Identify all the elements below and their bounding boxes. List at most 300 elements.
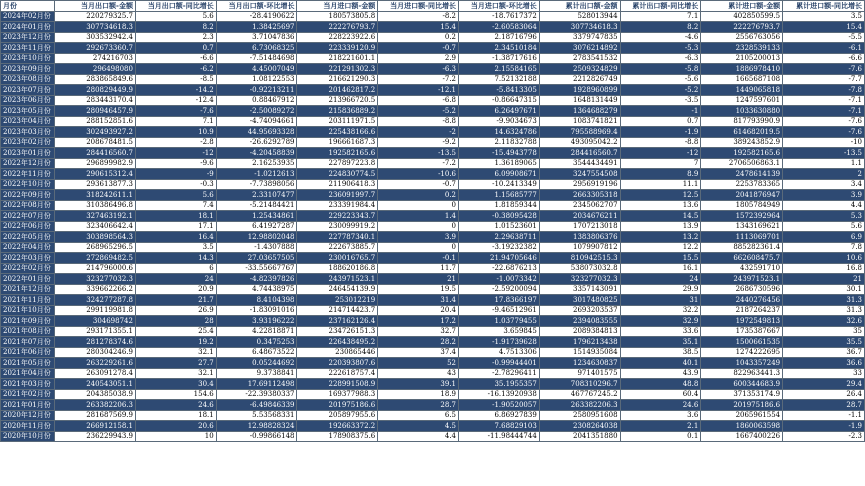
value-cell: 31.4 [378, 295, 459, 306]
value-cell: -0.92213211 [216, 85, 297, 96]
table-row [1, 389, 865, 400]
value-cell: 28.7 [378, 400, 459, 411]
value-cell: 1.25434861 [216, 211, 297, 222]
column-header: 当月出口额-环比增长 [216, 1, 297, 12]
value-cell: 6.48673522 [216, 347, 297, 358]
value-cell: 203111971.5 [297, 116, 378, 127]
value-cell: 263382206.3 [55, 400, 136, 411]
value-cell: 6.5 [378, 410, 459, 421]
value-cell: -1.9 [783, 421, 865, 432]
value-cell: 36.7 [783, 347, 865, 358]
value-cell: 272869482.5 [55, 253, 136, 264]
table-body [1, 11, 865, 442]
month-cell: 2022年07月份 [1, 211, 55, 222]
value-cell: 2706506863.1 [701, 158, 783, 169]
value-cell: 44.95693328 [216, 127, 297, 138]
table-row [1, 284, 865, 295]
value-cell: 14.5 [620, 211, 701, 222]
value-cell: -3.19232382 [459, 242, 540, 253]
value-cell: 225438166.6 [297, 127, 378, 138]
value-cell: 2187264237 [701, 305, 783, 316]
value-cell: 1928960899 [539, 85, 620, 96]
value-cell: 32.1 [135, 347, 216, 358]
value-cell: 4.4 [783, 200, 865, 211]
value-cell: 6.86927839 [459, 410, 540, 421]
value-cell: -6.2 [135, 64, 216, 75]
value-cell: 40.1 [620, 358, 701, 369]
value-cell: 2478614139 [701, 169, 783, 180]
value-cell: 253012219 [297, 295, 378, 306]
table-row [1, 326, 865, 337]
value-cell: 226438495.2 [297, 337, 378, 348]
value-cell: 6.73068325 [216, 43, 297, 54]
value-cell: 11.7 [378, 263, 459, 274]
value-cell: 10 [135, 431, 216, 442]
value-cell: 0 [378, 221, 459, 232]
column-header: 当月进口额-金额 [297, 1, 378, 12]
value-cell: 2956919196 [539, 179, 620, 190]
value-cell: -12 [620, 148, 701, 159]
value-cell: 3379747835 [539, 32, 620, 43]
value-cell: 389243852.9 [701, 137, 783, 148]
value-cell: -12.4 [135, 95, 216, 106]
value-cell: 284416560.7 [539, 148, 620, 159]
table-row [1, 221, 865, 232]
value-cell: 216621290.3 [297, 74, 378, 85]
value-cell: -0.99866148 [216, 431, 297, 442]
month-cell: 2023年10月份 [1, 53, 55, 64]
value-cell: 24 [135, 274, 216, 285]
value-cell: 1083741821 [539, 116, 620, 127]
month-cell: 2022年02月份 [1, 263, 55, 274]
month-cell: 2021年03月份 [1, 379, 55, 390]
value-cell: -2.3 [783, 431, 865, 442]
value-cell: 6.9 [783, 232, 865, 243]
value-cell: 2693203537 [539, 305, 620, 316]
value-cell: 208678481.5 [55, 137, 136, 148]
month-cell: 2021年08月份 [1, 326, 55, 337]
value-cell: 220393807.6 [297, 358, 378, 369]
value-cell: 4.4 [378, 431, 459, 442]
value-cell: 21.94705646 [459, 253, 540, 264]
value-cell: -9.9034673 [459, 116, 540, 127]
value-cell: 402850599.5 [701, 11, 783, 22]
value-cell: 662608475.7 [701, 253, 783, 264]
value-cell: 18.1 [135, 410, 216, 421]
value-cell: -11.98444744 [459, 431, 540, 442]
value-cell: 2440276456 [701, 295, 783, 306]
value-cell: -16.13920938 [459, 389, 540, 400]
value-cell: 28 [135, 316, 216, 327]
value-cell: -10.6 [378, 169, 459, 180]
value-cell: 12.5 [620, 190, 701, 201]
value-cell: -7.1 [783, 106, 865, 117]
value-cell: 14.6324786 [459, 127, 540, 138]
value-cell: 222276793.7 [297, 22, 378, 33]
value-cell: 3.93196222 [216, 316, 297, 327]
value-cell: 230099919.2 [297, 221, 378, 232]
table-row [1, 274, 865, 285]
value-cell: 3.6 [620, 410, 701, 421]
value-cell: 1449065818 [701, 85, 783, 96]
value-cell: 302493927.2 [55, 127, 136, 138]
value-cell: 3247554508 [539, 169, 620, 180]
table-row [1, 148, 865, 159]
value-cell: 1886978410 [701, 64, 783, 75]
value-cell: -1.83091016 [216, 305, 297, 316]
value-cell: -5.2 [620, 85, 701, 96]
month-cell: 2024年02月份 [1, 11, 55, 22]
value-cell: -8.8 [378, 116, 459, 127]
value-cell: -10 [783, 137, 865, 148]
value-cell: -7.6 [135, 106, 216, 117]
value-cell: -1.0212613 [216, 169, 297, 180]
month-cell: 2023年07月份 [1, 85, 55, 96]
value-cell: 222618757.4 [297, 368, 378, 379]
value-cell: 1113069701 [701, 232, 783, 243]
value-cell: 27.7 [135, 358, 216, 369]
value-cell: 817793990.9 [701, 116, 783, 127]
value-cell: -5.8413305 [459, 85, 540, 96]
value-cell: -9.2 [378, 137, 459, 148]
value-cell: 307734618.3 [55, 22, 136, 33]
month-cell: 2022年03月份 [1, 253, 55, 264]
value-cell: 3.9 [378, 232, 459, 243]
value-cell: -13.5 [783, 148, 865, 159]
value-cell: -7.6 [783, 127, 865, 138]
value-cell: 4.22818871 [216, 326, 297, 337]
value-cell: -7.6 [783, 64, 865, 75]
table-row [1, 400, 865, 411]
value-cell: 8.4104398 [216, 295, 297, 306]
value-cell: 1805784949 [701, 200, 783, 211]
value-cell: 20.9 [135, 284, 216, 295]
value-cell: 234726151.3 [297, 326, 378, 337]
table-row [1, 95, 865, 106]
value-cell: 307734618.3 [539, 22, 620, 33]
value-cell: 293613877.3 [55, 179, 136, 190]
table-row [1, 74, 865, 85]
table-row [1, 158, 865, 169]
value-cell: 7.1 [620, 11, 701, 22]
month-cell: 2022年04月份 [1, 242, 55, 253]
table-row [1, 211, 865, 222]
value-cell: 21 [783, 274, 865, 285]
value-cell: 323277032.3 [539, 274, 620, 285]
value-cell: -7.51484698 [216, 53, 297, 64]
table-row [1, 242, 865, 253]
value-cell: 822963441.3 [701, 368, 783, 379]
column-header: 累计出口额-金额 [539, 1, 620, 12]
value-cell: 2041351880 [539, 431, 620, 442]
value-cell: 795588969.4 [539, 127, 620, 138]
column-header: 累计出口额-同比增长 [620, 1, 701, 12]
value-cell: 19.2 [135, 337, 216, 348]
value-cell: 31.3 [783, 305, 865, 316]
value-cell: -4.74094661 [216, 116, 297, 127]
table-row [1, 190, 865, 201]
value-cell: 32.1 [135, 368, 216, 379]
value-cell: 7.1 [135, 116, 216, 127]
value-cell: -6.6 [135, 53, 216, 64]
value-cell: 215836889.2 [297, 106, 378, 117]
table-row [1, 43, 865, 54]
value-cell: 304698742 [55, 316, 136, 327]
value-cell: 1572392964 [701, 211, 783, 222]
value-cell: 0.7 [620, 116, 701, 127]
month-cell: 2023年09月份 [1, 64, 55, 75]
value-cell: 243971523.1 [701, 274, 783, 285]
value-cell: 8.2 [135, 22, 216, 33]
value-cell: 0 [378, 200, 459, 211]
value-cell: 2.3 [135, 32, 216, 43]
value-cell: 283865849.6 [55, 74, 136, 85]
value-cell: 283443170.4 [55, 95, 136, 106]
value-cell: 323277032.3 [55, 274, 136, 285]
value-cell: 1972549813 [701, 316, 783, 327]
value-cell: 8.9 [620, 169, 701, 180]
value-cell: 371353174.9 [701, 389, 783, 400]
column-header: 当月进口额-环比增长 [459, 1, 540, 12]
value-cell: 3.9 [783, 190, 865, 201]
value-cell: 243971523.1 [297, 274, 378, 285]
value-cell: -4.20458839 [216, 148, 297, 159]
value-cell: 20.6 [135, 421, 216, 432]
value-cell: 0.1 [620, 431, 701, 442]
value-cell: 13.6 [620, 200, 701, 211]
value-cell: 3357143091 [539, 284, 620, 295]
value-cell: -2.59200094 [459, 284, 540, 295]
value-cell: 169377988.3 [297, 389, 378, 400]
value-cell: 268965296.5 [55, 242, 136, 253]
value-cell: 1.03779455 [459, 316, 540, 327]
value-cell: -0.7 [378, 179, 459, 190]
value-cell: -0.7 [378, 43, 459, 54]
month-cell: 2020年11月份 [1, 421, 55, 432]
value-cell: -9 [135, 169, 216, 180]
month-cell: 2023年04月份 [1, 116, 55, 127]
value-cell: 201975186.6 [701, 400, 783, 411]
value-cell: 432591710 [701, 263, 783, 274]
value-cell: 2556763056 [701, 32, 783, 43]
value-cell: 13.2 [620, 232, 701, 243]
value-cell: 288152851.6 [55, 116, 136, 127]
value-cell: 43.9 [620, 368, 701, 379]
value-cell: 1.4 [378, 211, 459, 222]
value-cell: 17.8366197 [459, 295, 540, 306]
value-cell: -1.9 [620, 127, 701, 138]
value-cell: 12.98828324 [216, 421, 297, 432]
value-cell: -0.99944401 [459, 358, 540, 369]
table-row [1, 200, 865, 211]
value-cell: -5.3 [620, 43, 701, 54]
value-cell: 3544434491 [539, 158, 620, 169]
value-cell: -7.73898056 [216, 179, 297, 190]
value-cell: 538073032.8 [539, 263, 620, 274]
value-cell: -6.6 [783, 53, 865, 64]
value-cell: 493095042.2 [539, 137, 620, 148]
value-cell: 16.8 [783, 263, 865, 274]
value-cell: 7.68829103 [459, 421, 540, 432]
value-cell: 35 [783, 326, 865, 337]
value-cell: 1274222695 [701, 347, 783, 358]
value-cell: 27.03657505 [216, 253, 297, 264]
value-cell: -15.4943778 [459, 148, 540, 159]
value-cell: -33.55667767 [216, 263, 297, 274]
value-cell: 16.1 [620, 263, 701, 274]
value-cell: 37.4 [378, 347, 459, 358]
value-cell: 228991508.9 [297, 379, 378, 390]
month-cell: 2023年12月份 [1, 32, 55, 43]
value-cell: -7.1 [783, 95, 865, 106]
value-cell: 263382206.3 [539, 400, 620, 411]
value-cell: -6.1 [783, 43, 865, 54]
value-cell: 188620186.8 [297, 263, 378, 274]
value-cell: -1.90520057 [459, 400, 540, 411]
value-cell: 1.15685777 [459, 190, 540, 201]
month-cell: 2021年07月份 [1, 337, 55, 348]
month-cell: 2021年09月份 [1, 316, 55, 327]
value-cell: 2.9 [378, 53, 459, 64]
month-cell: 2021年05月份 [1, 358, 55, 369]
value-cell: 29.4 [783, 379, 865, 390]
value-cell: -22.6876213 [459, 263, 540, 274]
value-cell: 0.2 [378, 190, 459, 201]
value-cell: 1.01523601 [459, 221, 540, 232]
value-cell: 2394083555 [539, 316, 620, 327]
value-cell: 2.29638711 [459, 232, 540, 243]
value-cell: 281278374.6 [55, 337, 136, 348]
value-cell: 303532942.4 [55, 32, 136, 43]
value-cell: 12.98802048 [216, 232, 297, 243]
value-cell: -9.6 [135, 158, 216, 169]
value-cell: 971401575 [539, 368, 620, 379]
value-cell: 18.1 [135, 211, 216, 222]
value-cell: 192582165.6 [701, 148, 783, 159]
value-cell: 284416560.7 [55, 148, 136, 159]
value-cell: 3.5 [783, 11, 865, 22]
value-cell: 1500661535 [701, 337, 783, 348]
value-cell: -18.7617372 [459, 11, 540, 22]
value-cell: 1.1 [783, 158, 865, 169]
value-cell: 28.2 [378, 337, 459, 348]
table-row [1, 316, 865, 327]
value-cell: 280946457.9 [55, 106, 136, 117]
table-row [1, 368, 865, 379]
value-cell: 7 [620, 158, 701, 169]
column-header: 累计进口额-同比增长 [783, 1, 865, 12]
value-cell: 303898564.3 [55, 232, 136, 243]
value-cell: -6.3 [378, 64, 459, 75]
value-cell: 17.1 [135, 221, 216, 232]
value-cell: 2.11832788 [459, 137, 540, 148]
value-cell: 5.3 [783, 211, 865, 222]
value-cell: 2089384813 [539, 326, 620, 337]
table-row [1, 22, 865, 33]
value-cell: 213966720.5 [297, 95, 378, 106]
value-cell: 178908375.6 [297, 431, 378, 442]
value-cell: 36.6 [783, 358, 865, 369]
value-cell: 299119981.8 [55, 305, 136, 316]
value-cell: -10.2413349 [459, 179, 540, 190]
value-cell: 292673360.7 [55, 43, 136, 54]
value-cell: 33 [783, 368, 865, 379]
value-cell: 224830774.5 [297, 169, 378, 180]
value-cell: -1 [620, 106, 701, 117]
value-cell: 21 [378, 274, 459, 285]
value-cell: 29.9 [620, 284, 701, 295]
value-cell: 201462817.2 [297, 85, 378, 96]
value-cell: 1033630880 [701, 106, 783, 117]
value-cell: 1648131449 [539, 95, 620, 106]
value-cell: 0.2 [378, 32, 459, 43]
value-cell: 196661687.3 [297, 137, 378, 148]
value-cell: 17.69112498 [216, 379, 297, 390]
value-cell: 280304246.9 [55, 347, 136, 358]
month-cell: 2023年01月份 [1, 148, 55, 159]
value-cell: 211906418.3 [297, 179, 378, 190]
month-cell: 2023年03月份 [1, 127, 55, 138]
value-cell: 0.05244692 [216, 358, 297, 369]
value-cell: -1.38717616 [459, 53, 540, 64]
value-cell: 4.45007049 [216, 64, 297, 75]
table-row [1, 53, 865, 64]
value-cell: 31.3 [783, 295, 865, 306]
month-cell: 2021年02月份 [1, 389, 55, 400]
table-row [1, 116, 865, 127]
value-cell: 327463192.1 [55, 211, 136, 222]
value-cell: 48.8 [620, 379, 701, 390]
value-cell: 324277287.8 [55, 295, 136, 306]
table-row [1, 169, 865, 180]
value-cell: 2.1 [620, 421, 701, 432]
value-cell: 1.38425697 [216, 22, 297, 33]
value-cell: 2034676211 [539, 211, 620, 222]
value-cell: 708310296.7 [539, 379, 620, 390]
value-cell: 221291302.3 [297, 64, 378, 75]
value-cell: 1667400226 [701, 431, 783, 442]
value-cell: 52 [378, 358, 459, 369]
value-cell: 28.7 [783, 400, 865, 411]
value-cell: 274216703 [55, 53, 136, 64]
value-cell: 233391984.4 [297, 200, 378, 211]
value-cell: 236229943.9 [55, 431, 136, 442]
value-cell: 4.74438975 [216, 284, 297, 295]
value-cell: 296899982.9 [55, 158, 136, 169]
table-row [1, 64, 865, 75]
column-header: 累计进口额-金额 [701, 1, 783, 12]
value-cell: -1.0073342 [459, 274, 540, 285]
value-cell: -0.1 [378, 253, 459, 264]
month-cell: 2022年11月份 [1, 169, 55, 180]
column-header: 当月出口额-同比增长 [135, 1, 216, 12]
value-cell: 32.6 [783, 316, 865, 327]
value-cell: 33.6 [620, 326, 701, 337]
value-cell: 15.5 [620, 253, 701, 264]
month-cell: 2020年12月份 [1, 410, 55, 421]
value-cell: -5.21484421 [216, 200, 297, 211]
value-cell: 1247597601 [701, 95, 783, 106]
value-cell: 35.1955357 [459, 379, 540, 390]
value-cell: 35.1 [620, 337, 701, 348]
value-cell: 17.2 [378, 316, 459, 327]
value-cell: 323406642.4 [55, 221, 136, 232]
value-cell: -7.8 [783, 85, 865, 96]
table-row [1, 305, 865, 316]
value-cell: 26.4 [783, 389, 865, 400]
month-cell: 2022年09月份 [1, 190, 55, 201]
value-cell: 7.4 [135, 200, 216, 211]
